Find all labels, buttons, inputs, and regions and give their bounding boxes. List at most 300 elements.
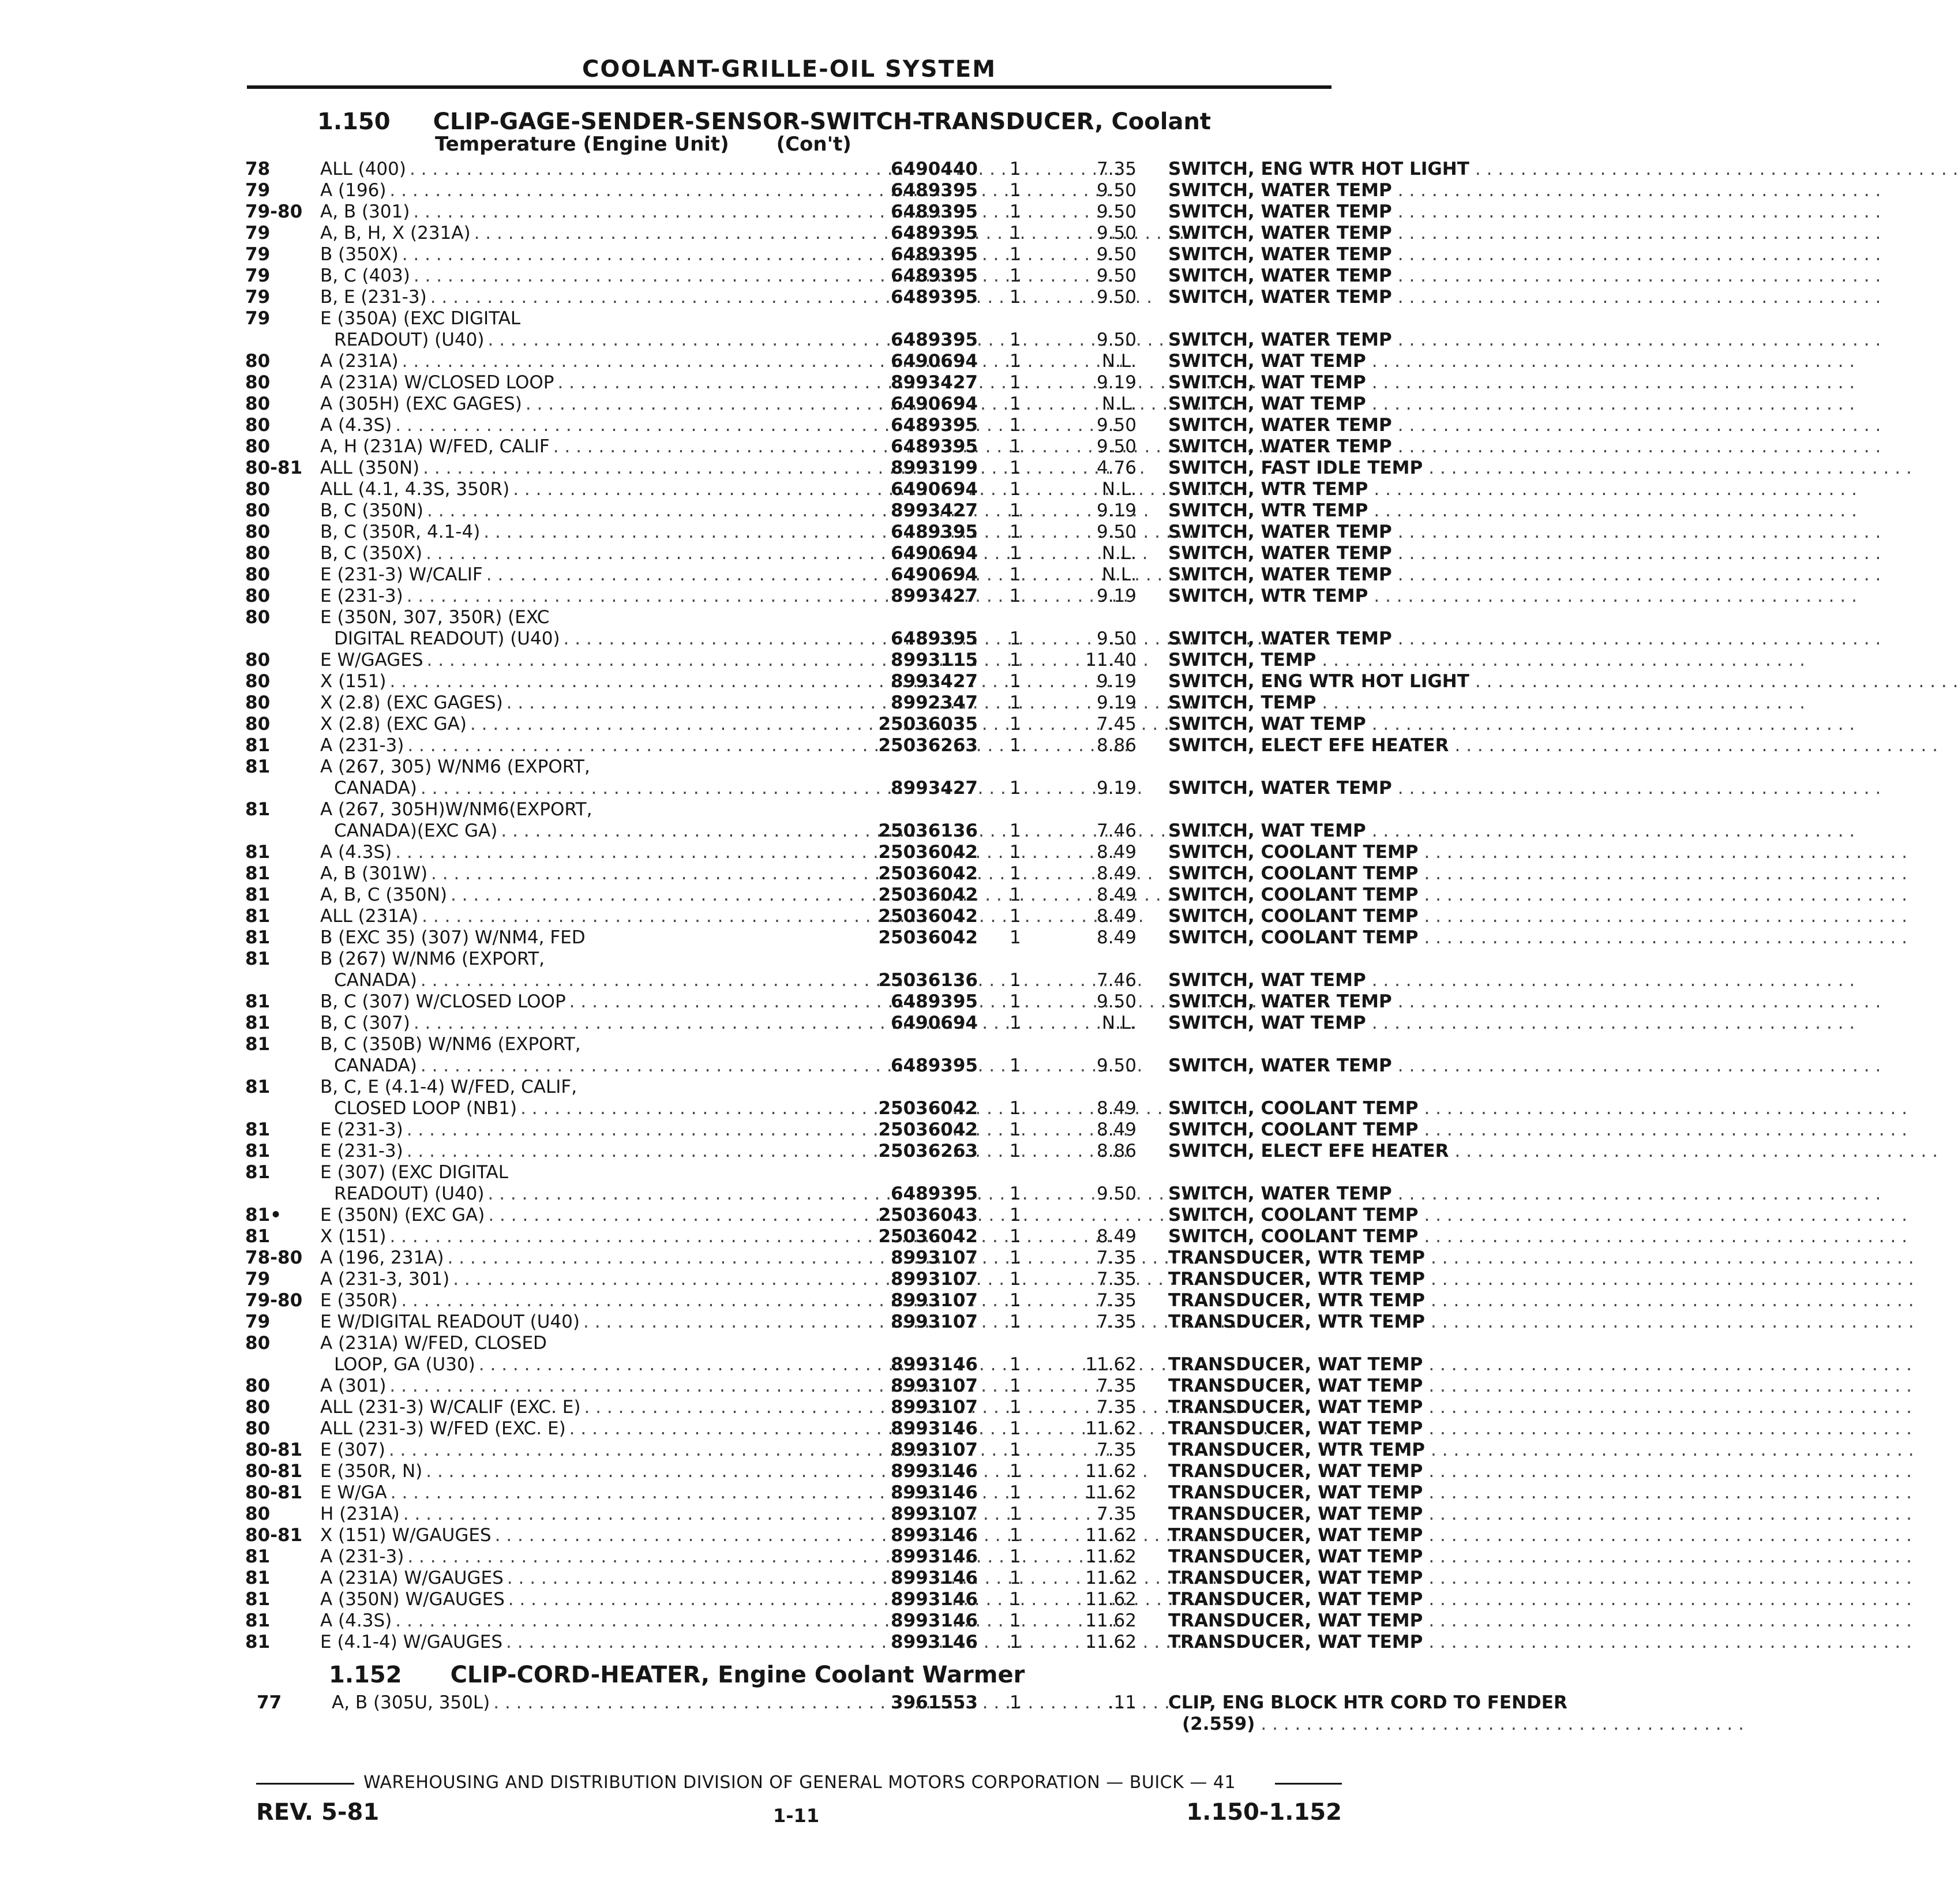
model-year: 80 bbox=[245, 692, 271, 713]
quantity: 1 bbox=[1010, 735, 1021, 756]
part-number: 25036136 bbox=[878, 970, 978, 991]
price: 8.49 bbox=[1096, 906, 1136, 927]
application-desc: H (231A) . . . bbox=[320, 1504, 874, 1525]
section-title: CLIP-CORD-HEATER, Engine Coolant Warmer bbox=[450, 1662, 1025, 1688]
application-desc: A, B (301) . . . bbox=[320, 201, 874, 223]
quantity: 1 bbox=[1010, 1247, 1021, 1268]
part-name: SWITCH, COOLANT TEMP . . . bbox=[1168, 842, 1572, 863]
part-name: SWITCH, WATER TEMP . . . bbox=[1168, 436, 1572, 458]
model-year: 78-80 bbox=[245, 1247, 303, 1268]
model-year: 81 bbox=[245, 1589, 271, 1610]
part-name: SWITCH, COOLANT TEMP . . . bbox=[1168, 1226, 1572, 1247]
part-number: 8993146 bbox=[891, 1610, 978, 1631]
price: 9.50 bbox=[1096, 991, 1136, 1012]
section-number: 1.150 bbox=[317, 108, 391, 135]
price: 9.50 bbox=[1096, 436, 1136, 457]
price: N.L. bbox=[1101, 479, 1136, 500]
application-desc: E (307) (EXC DIGITAL READOUT) (U40) . . . bbox=[320, 1162, 874, 1205]
quantity: 1 bbox=[1010, 1397, 1021, 1418]
parts-row bbox=[245, 1119, 1419, 1141]
application-desc: E (350R, N) . . . bbox=[320, 1461, 874, 1482]
price: 9.50 bbox=[1096, 201, 1136, 222]
quantity: 1 bbox=[1010, 1098, 1021, 1119]
parts-row bbox=[245, 244, 1392, 265]
application-desc: A (231-3) . . . bbox=[320, 735, 874, 756]
price: 7.35 bbox=[1096, 1375, 1136, 1396]
part-number: 25036263 bbox=[878, 735, 978, 756]
part-name: SWITCH, COOLANT TEMP . . . bbox=[1168, 927, 1572, 949]
part-number: 25036042 bbox=[878, 906, 978, 927]
part-number: 6490694 bbox=[891, 543, 978, 564]
application-desc: E W/GAGES . . . bbox=[320, 650, 874, 671]
quantity: 1 bbox=[1010, 1482, 1021, 1503]
footer-division: WAREHOUSING AND DISTRIBUTION DIVISION OF GENERAL MOTORS CORPORATION — BUICK — 41 bbox=[363, 1772, 1236, 1793]
part-number: 8993427 bbox=[891, 778, 978, 799]
part-name: SWITCH, WAT TEMP . . . bbox=[1168, 351, 1572, 372]
parts-row bbox=[245, 223, 1392, 244]
part-name: SWITCH, COOLANT TEMP . . . bbox=[1168, 1205, 1572, 1226]
part-number: 8993427 bbox=[891, 671, 978, 692]
part-number: 8993107 bbox=[891, 1375, 978, 1396]
part-name: SWITCH, TEMP . . . bbox=[1168, 692, 1572, 714]
price: 7.35 bbox=[1096, 1290, 1136, 1311]
part-number: 6490694 bbox=[891, 479, 978, 500]
parts-row bbox=[245, 884, 1419, 906]
quantity: 1 bbox=[1010, 1525, 1021, 1546]
application-desc: A, B, C (350N) . . . bbox=[320, 884, 874, 906]
page-title: COOLANT-GRILLE-OIL SYSTEM bbox=[582, 56, 996, 83]
price: 9.50 bbox=[1096, 223, 1136, 243]
part-number: 8993146 bbox=[891, 1354, 978, 1375]
application-desc: A (231A) W/GAUGES . . . bbox=[320, 1568, 874, 1589]
parts-row bbox=[245, 1269, 1426, 1290]
parts-row bbox=[245, 564, 1392, 586]
part-name: TRANSDUCER, WAT TEMP . . . bbox=[1168, 1546, 1572, 1568]
section-heading-1152 bbox=[329, 1662, 1025, 1688]
model-year: 81 bbox=[245, 1162, 271, 1183]
model-year: 79 bbox=[245, 223, 271, 243]
application-desc: A (301) . . . bbox=[320, 1375, 874, 1397]
application-desc: ALL (350N) . . . bbox=[320, 458, 874, 479]
application-desc: E (350A) (EXC DIGITAL READOUT) (U40) . . . bbox=[320, 308, 874, 351]
part-number: 25036042 bbox=[878, 927, 978, 948]
part-name: SWITCH, WATER TEMP . . . bbox=[1168, 1055, 1572, 1077]
price: 9.19 bbox=[1096, 372, 1136, 393]
quantity: 1 bbox=[1010, 159, 1021, 179]
part-name: TRANSDUCER, WAT TEMP . . . bbox=[1168, 1589, 1572, 1610]
parts-row bbox=[245, 1162, 1392, 1205]
price: 9.50 bbox=[1096, 265, 1136, 286]
parts-row bbox=[245, 1375, 1423, 1397]
model-year: 79 bbox=[245, 1269, 271, 1290]
model-year: 81 bbox=[245, 1568, 271, 1588]
price: 9.19 bbox=[1096, 692, 1136, 713]
application-desc: X (151) . . . bbox=[320, 671, 874, 692]
part-number: 8993107 bbox=[891, 1269, 978, 1290]
model-year: 81 bbox=[245, 1226, 271, 1247]
parts-row bbox=[245, 799, 1366, 842]
price: 8.49 bbox=[1096, 863, 1136, 884]
model-year: 80 bbox=[245, 479, 271, 500]
quantity: 1 bbox=[1010, 778, 1021, 799]
parts-row bbox=[245, 308, 1392, 351]
part-number: 8993107 bbox=[891, 1311, 978, 1332]
application-desc: X (2.8) (EXC GA) . . . bbox=[320, 714, 874, 735]
parts-row bbox=[245, 180, 1392, 201]
application-desc: E (350N, 307, 350R) (EXC DIGITAL READOUT) (U40) . . . bbox=[320, 607, 874, 650]
application-desc: ALL (400) . . . bbox=[320, 159, 874, 180]
part-number: 8993146 bbox=[891, 1461, 978, 1482]
application-desc: A (350N) W/GAUGES . . . bbox=[320, 1589, 874, 1610]
price: 7.35 bbox=[1096, 1247, 1136, 1268]
quantity: 1 bbox=[1010, 1183, 1021, 1204]
parts-row bbox=[245, 863, 1419, 884]
application-desc: B, C (350B) W/NM6 (EXPORT, CANADA) . . . bbox=[320, 1034, 874, 1077]
part-name: SWITCH, WATER TEMP . . . bbox=[1168, 543, 1572, 564]
part-name: SWITCH, COOLANT TEMP . . . bbox=[1168, 1119, 1572, 1141]
parts-row bbox=[245, 735, 1449, 756]
section-subtitle: Temperature (Engine Unit) bbox=[435, 133, 729, 156]
quantity: 1 bbox=[1010, 650, 1021, 670]
part-name: SWITCH, TEMP . . . bbox=[1168, 650, 1572, 671]
price: 9.50 bbox=[1096, 1055, 1136, 1076]
price: 7.35 bbox=[1096, 1269, 1136, 1290]
part-name: SWITCH, WTR TEMP . . . bbox=[1168, 586, 1572, 607]
section-title: CLIP-GAGE-SENDER-SENSOR-SWITCH-TRANSDUCER, Coolant bbox=[433, 108, 1211, 135]
price: 8.49 bbox=[1096, 1226, 1136, 1247]
part-number: 8993107 bbox=[891, 1247, 978, 1268]
model-year: 80 bbox=[245, 415, 271, 436]
part-number: 8993107 bbox=[891, 1290, 978, 1311]
footer-rule-right bbox=[1275, 1783, 1342, 1785]
price: 9.19 bbox=[1096, 586, 1136, 606]
price: 9.19 bbox=[1096, 778, 1136, 799]
quantity: 1 bbox=[1010, 564, 1021, 585]
model-year: 81 bbox=[245, 756, 271, 777]
price: 9.50 bbox=[1096, 244, 1136, 265]
quantity: 1 bbox=[1010, 1461, 1021, 1482]
quantity: 1 bbox=[1010, 415, 1021, 436]
quantity: 1 bbox=[1010, 906, 1021, 927]
parts-row bbox=[245, 1504, 1423, 1525]
price: 7.35 bbox=[1096, 1440, 1136, 1460]
part-number: 25036136 bbox=[878, 820, 978, 841]
application-desc: E (231-3) . . . bbox=[320, 586, 874, 607]
parts-row bbox=[245, 1568, 1423, 1589]
quantity: 1 bbox=[1010, 991, 1021, 1012]
price: 11.62 bbox=[1085, 1589, 1136, 1610]
section-subtitle-line bbox=[435, 133, 852, 156]
quantity: 1 bbox=[1010, 970, 1021, 991]
parts-row bbox=[245, 1546, 1423, 1568]
quantity: 1 bbox=[1010, 1290, 1021, 1311]
parts-row bbox=[245, 692, 1341, 714]
application-desc: B, C, E (4.1-4) W/FED, CALIF, CLOSED LOOP (NB1) . . . bbox=[320, 1077, 874, 1119]
application-desc: E (350N) (EXC GA) . . . bbox=[320, 1205, 874, 1226]
part-number: 25036042 bbox=[878, 1226, 978, 1247]
parts-row bbox=[245, 159, 1469, 180]
part-number: 3961553 bbox=[891, 1692, 978, 1713]
application-desc: A, B (301W) . . . bbox=[320, 863, 874, 884]
parts-row bbox=[245, 1077, 1419, 1119]
application-desc: A (231A) W/FED, CLOSED LOOP, GA (U30) . . . bbox=[320, 1333, 874, 1375]
part-number: 6489395 bbox=[891, 287, 978, 308]
part-name: SWITCH, WATER TEMP . . . bbox=[1168, 329, 1572, 351]
part-name: TRANSDUCER, WAT TEMP . . . bbox=[1168, 1375, 1572, 1397]
header-rule bbox=[247, 85, 1331, 89]
part-number: 6489395 bbox=[891, 415, 978, 436]
quantity: 1 bbox=[1010, 1568, 1021, 1588]
part-number: 25036043 bbox=[878, 1205, 978, 1225]
price: 7.35 bbox=[1096, 1311, 1136, 1332]
parts-row bbox=[245, 1205, 1419, 1226]
part-name: TRANSDUCER, WAT TEMP . . . bbox=[1168, 1418, 1572, 1440]
part-name: TRANSDUCER, WTR TEMP . . . bbox=[1168, 1290, 1572, 1311]
section-heading-1150 bbox=[317, 108, 1211, 135]
application-desc: E W/GA . . . bbox=[320, 1482, 874, 1504]
part-name: TRANSDUCER, WTR TEMP . . . bbox=[1168, 1311, 1572, 1333]
price: 11.62 bbox=[1085, 1354, 1136, 1375]
part-name: SWITCH, COOLANT TEMP . . . bbox=[1168, 863, 1572, 884]
quantity: 1 bbox=[1010, 1055, 1021, 1076]
model-year: 80 bbox=[245, 1504, 271, 1524]
model-year: 80-81 bbox=[245, 1525, 303, 1546]
application-desc: B, C (403) . . . bbox=[320, 265, 874, 287]
model-year: 81 bbox=[245, 1077, 271, 1097]
part-name: SWITCH, WAT TEMP . . . bbox=[1168, 820, 1572, 842]
application-desc: A, B (305U, 350L) . . . bbox=[332, 1692, 886, 1714]
model-year: 81 bbox=[245, 1610, 271, 1631]
part-name: SWITCH, COOLANT TEMP . . . bbox=[1168, 1098, 1572, 1119]
parts-row bbox=[245, 1418, 1423, 1440]
price: 9.50 bbox=[1096, 329, 1136, 350]
part-number: 6489395 bbox=[891, 1055, 978, 1076]
price: 9.50 bbox=[1096, 628, 1136, 649]
part-number: 6489395 bbox=[891, 991, 978, 1012]
model-year: 80 bbox=[245, 393, 271, 414]
parts-row bbox=[245, 842, 1419, 863]
quantity: 1 bbox=[1010, 1354, 1021, 1375]
application-desc: A (231A) . . . bbox=[320, 351, 874, 372]
application-desc: E (231-3) . . . bbox=[320, 1119, 874, 1141]
part-number: 8993146 bbox=[891, 1525, 978, 1546]
price: 8.49 bbox=[1096, 884, 1136, 905]
part-name: TRANSDUCER, WAT TEMP . . . bbox=[1168, 1397, 1572, 1418]
part-number: 6489395 bbox=[891, 201, 978, 222]
quantity: 1 bbox=[1010, 265, 1021, 286]
part-number: 6489395 bbox=[891, 244, 978, 265]
application-desc: B, C (350X) . . . bbox=[320, 543, 874, 564]
model-year: 80 bbox=[245, 522, 271, 542]
model-year: 81 bbox=[245, 842, 271, 863]
quantity: 1 bbox=[1010, 1141, 1021, 1161]
part-name: SWITCH, WAT TEMP . . . bbox=[1168, 372, 1572, 393]
parts-row bbox=[245, 586, 1368, 607]
part-number: 8993107 bbox=[891, 1397, 978, 1418]
quantity: 1 bbox=[1010, 1418, 1021, 1439]
quantity: 1 bbox=[1010, 1546, 1021, 1567]
application-desc: A (267, 305H)W/NM6(EXPORT, CANADA)(EXC GA) . . . bbox=[320, 799, 874, 842]
quantity: 1 bbox=[1010, 458, 1021, 478]
model-year: 81 bbox=[245, 927, 271, 948]
parts-row bbox=[245, 351, 1366, 372]
part-number: 6490694 bbox=[891, 351, 978, 372]
model-year: 80 bbox=[245, 500, 271, 521]
quantity: 1 bbox=[1010, 372, 1021, 393]
model-year: 79-80 bbox=[245, 201, 303, 222]
application-desc: A (196, 231A) . . . bbox=[320, 1247, 874, 1269]
part-name: SWITCH, WATER TEMP . . . bbox=[1168, 265, 1572, 287]
application-desc: B (350X) . . . bbox=[320, 244, 874, 265]
model-year: 81 bbox=[245, 735, 271, 756]
part-number: 25036042 bbox=[878, 863, 978, 884]
model-year: 80-81 bbox=[245, 1461, 303, 1482]
quantity: 1 bbox=[1010, 884, 1021, 905]
price: N.L. bbox=[1101, 393, 1136, 414]
part-name: TRANSDUCER, WAT TEMP . . . bbox=[1168, 1504, 1572, 1525]
part-name: TRANSDUCER, WTR TEMP . . . bbox=[1168, 1269, 1572, 1290]
parts-row bbox=[245, 436, 1392, 458]
part-number: 8993115 bbox=[891, 650, 978, 670]
parts-row bbox=[245, 1589, 1423, 1610]
part-number: 8993107 bbox=[891, 1440, 978, 1460]
part-name: SWITCH, WATER TEMP . . . bbox=[1168, 287, 1572, 308]
part-number: 25036263 bbox=[878, 1141, 978, 1161]
model-year: 81 bbox=[245, 991, 271, 1012]
model-year: 80 bbox=[245, 564, 271, 585]
part-number: 8993427 bbox=[891, 500, 978, 521]
quantity: 1 bbox=[1010, 543, 1021, 564]
price: 7.45 bbox=[1096, 714, 1136, 734]
price: N.L. bbox=[1101, 543, 1136, 564]
application-desc: A (4.3S) . . . bbox=[320, 415, 874, 436]
page-number: 1-11 bbox=[773, 1805, 820, 1827]
quantity: 1 bbox=[1010, 1226, 1021, 1247]
price: 8.49 bbox=[1096, 927, 1136, 948]
quantity: 1 bbox=[1010, 329, 1021, 350]
model-year: 79 bbox=[245, 244, 271, 265]
quantity: 1 bbox=[1010, 1589, 1021, 1610]
quantity: 1 bbox=[1010, 180, 1021, 201]
part-name: SWITCH, WATER TEMP . . . bbox=[1168, 201, 1572, 223]
parts-row bbox=[245, 607, 1392, 650]
model-year: 81 bbox=[245, 1034, 271, 1055]
price: 8.86 bbox=[1096, 735, 1136, 756]
price: 11.62 bbox=[1085, 1482, 1136, 1503]
part-number: 8993146 bbox=[891, 1418, 978, 1439]
price: 11.62 bbox=[1085, 1610, 1136, 1631]
price: 9.50 bbox=[1096, 522, 1136, 542]
part-name: SWITCH, WATER TEMP . . . bbox=[1168, 522, 1572, 543]
part-name: SWITCH, WAT TEMP . . . bbox=[1168, 1013, 1572, 1034]
model-year: 81 bbox=[245, 1141, 271, 1161]
parts-row bbox=[245, 756, 1392, 799]
model-year: 81 bbox=[245, 1632, 271, 1652]
model-year: 80 bbox=[245, 1418, 271, 1439]
part-name: SWITCH, WATER TEMP . . . bbox=[1168, 778, 1572, 799]
parts-row bbox=[245, 1247, 1426, 1269]
footer-rule-left bbox=[256, 1783, 354, 1785]
part-name: TRANSDUCER, WTR TEMP . . . bbox=[1168, 1247, 1572, 1269]
model-year: 81 bbox=[245, 949, 271, 969]
parts-row bbox=[257, 1692, 1567, 1735]
model-year: 80 bbox=[245, 543, 271, 564]
part-number: 8993107 bbox=[891, 1504, 978, 1524]
parts-row bbox=[245, 991, 1392, 1013]
model-year: 80-81 bbox=[245, 1440, 303, 1460]
part-name: TRANSDUCER, WAT TEMP . . . bbox=[1168, 1610, 1572, 1632]
application-desc: B, C (350N) . . . bbox=[320, 500, 874, 522]
parts-row bbox=[245, 906, 1419, 927]
model-year: 79 bbox=[245, 308, 271, 329]
part-name: SWITCH, WATER TEMP . . . bbox=[1168, 1183, 1572, 1205]
price: 9.19 bbox=[1096, 500, 1136, 521]
price: 7.35 bbox=[1096, 1397, 1136, 1418]
model-year: 80 bbox=[245, 1375, 271, 1396]
quantity: 1 bbox=[1010, 1119, 1021, 1140]
part-name: SWITCH, WATER TEMP . . . bbox=[1168, 564, 1572, 586]
model-year: 80 bbox=[245, 372, 271, 393]
application-desc: A (4.3S) . . . bbox=[320, 842, 874, 863]
application-desc: A (196) . . . bbox=[320, 180, 874, 201]
parts-row bbox=[245, 265, 1392, 287]
parts-row bbox=[245, 1311, 1426, 1333]
application-desc: X (151) W/GAUGES . . . bbox=[320, 1525, 874, 1546]
price: 8.49 bbox=[1096, 1119, 1136, 1140]
application-desc: E W/DIGITAL READOUT (U40) . . . bbox=[320, 1311, 874, 1333]
model-year: 80-81 bbox=[245, 1482, 303, 1503]
model-year: 80 bbox=[245, 714, 271, 734]
quantity: 1 bbox=[1010, 1610, 1021, 1631]
model-year: 79 bbox=[245, 180, 271, 201]
revision-date: REV. 5-81 bbox=[256, 1799, 380, 1826]
model-year: 81 bbox=[245, 884, 271, 905]
quantity: 1 bbox=[1010, 1205, 1021, 1225]
model-year: 80 bbox=[245, 436, 271, 457]
price: 11.62 bbox=[1085, 1632, 1136, 1652]
quantity: 1 bbox=[1010, 393, 1021, 414]
part-number: 6490694 bbox=[891, 564, 978, 585]
parts-row bbox=[245, 415, 1392, 436]
part-number: 6489395 bbox=[891, 1183, 978, 1204]
price: 7.46 bbox=[1096, 970, 1136, 991]
model-year: 80 bbox=[245, 671, 271, 692]
parts-row bbox=[245, 1440, 1426, 1461]
model-year: 81 bbox=[245, 799, 271, 820]
part-name: SWITCH, WATER TEMP . . . bbox=[1168, 991, 1572, 1013]
application-desc: A (231A) W/CLOSED LOOP . . . bbox=[320, 372, 874, 393]
price: 11.62 bbox=[1085, 1418, 1136, 1439]
parts-list-1152 bbox=[257, 1692, 1567, 1735]
part-number: 8993146 bbox=[891, 1632, 978, 1652]
parts-row bbox=[245, 1610, 1423, 1632]
parts-row bbox=[245, 372, 1366, 393]
price: 8.49 bbox=[1096, 842, 1136, 863]
parts-row bbox=[245, 1333, 1423, 1375]
model-year: 79 bbox=[245, 1311, 271, 1332]
model-year: 81 bbox=[245, 1119, 271, 1140]
part-number: 6490694 bbox=[891, 1013, 978, 1033]
parts-row bbox=[245, 1461, 1423, 1482]
section-range: 1.150-1.152 bbox=[1186, 1799, 1342, 1826]
page-header bbox=[247, 55, 1331, 89]
model-year: 79 bbox=[245, 265, 271, 286]
parts-row bbox=[245, 1013, 1366, 1034]
parts-row bbox=[245, 287, 1392, 308]
parts-row bbox=[245, 1226, 1419, 1247]
part-name: SWITCH, COOLANT TEMP . . . bbox=[1168, 906, 1572, 927]
application-desc: ALL (231-3) W/FED (EXC. E) . . . bbox=[320, 1418, 874, 1440]
